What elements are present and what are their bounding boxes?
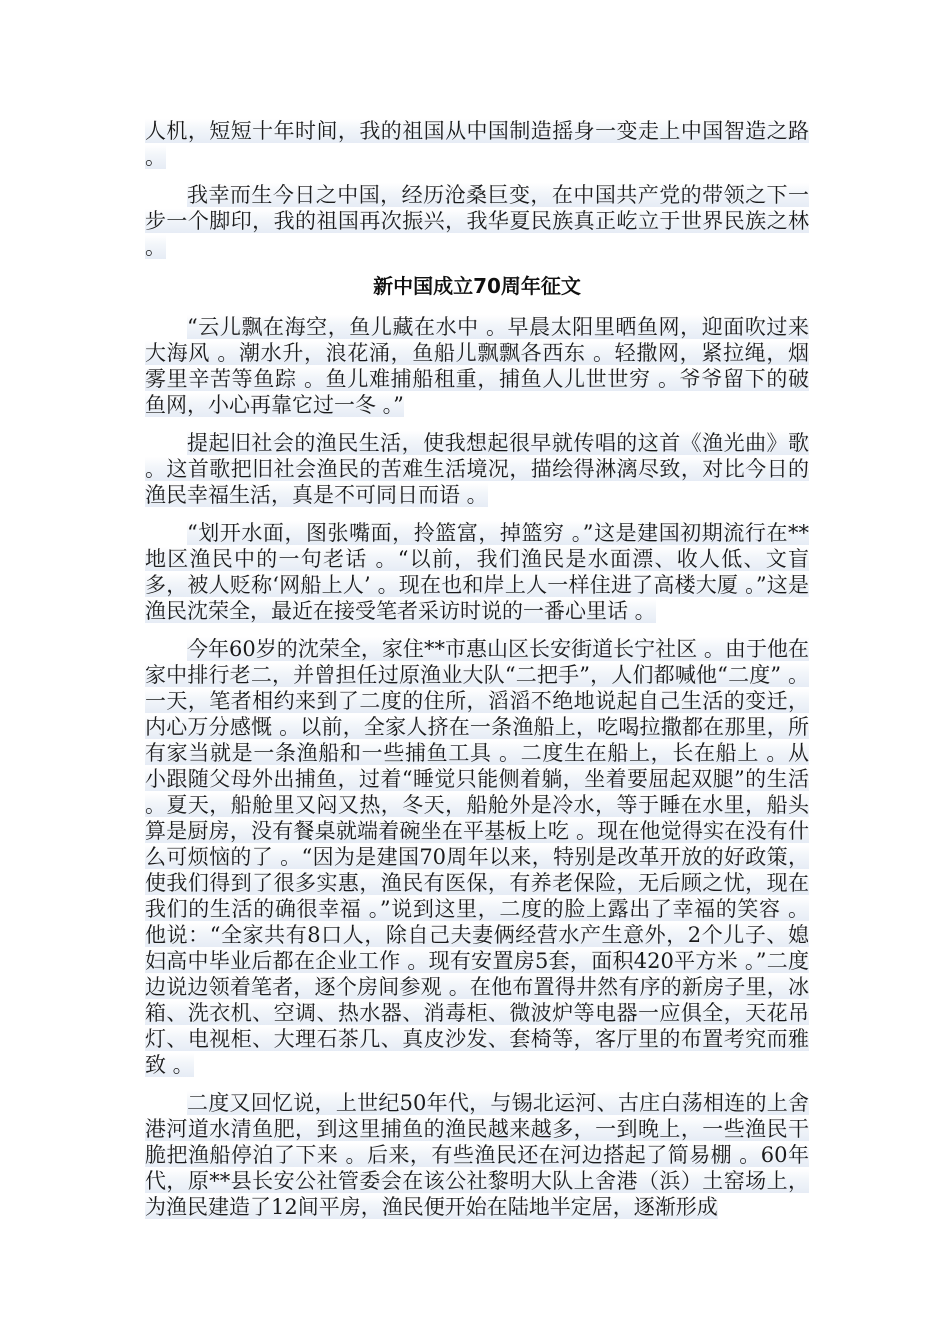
document-body <box>145 118 809 1232</box>
paragraph-5-text: “划开水面，图张嘴面，拎篮富，掉篮穷 。”这是建国初期流行在**地区渔民中的一句老话 。“以前，我们渔民是水面漂、收人低、文盲多，被人贬称‘网船上人’ 。现在也和岸上人一样住进了高楼大厦 。”这是渔民沈荣全，最近在接受笔者采访时说的一番心里话 。 <box>145 521 809 623</box>
paragraph-6 <box>145 636 809 1078</box>
essay-title: 新中国成立70周年征文 <box>373 274 581 298</box>
paragraph-5 <box>145 520 809 624</box>
paragraph-continued <box>145 118 809 170</box>
paragraph-3-text: “云儿飘在海空，鱼儿藏在水中 。早晨太阳里晒鱼网，迎面吹过来大海风 。潮水升，浪花涌，鱼船儿飘飘各西东 。轻撒网，紧拉绳，烟雾里辛苦等鱼踪 。鱼儿难捕船租重，捕鱼人儿世世穷 。爷爷留下的破鱼网，小心再靠它过一冬 。” <box>145 315 809 417</box>
paragraph-4-text: 提起旧社会的渔民生活，使我想起很早就传唱的这首《渔光曲》歌 。这首歌把旧社会渔民的苦难生活境况，描绘得淋漓尽致，对比今日的渔民幸福生活，真是不可同日而语 。 <box>145 431 809 507</box>
paragraph-2-text: 我幸而生今日之中国，经历沧桑巨变，在中国共产党的带领之下一步一个脚印，我的祖国再次振兴，我华夏民族真正屹立于世界民族之林 。 <box>145 183 809 259</box>
paragraph-2 <box>145 182 809 260</box>
paragraph-6-text: 今年60岁的沈荣全，家住**市惠山区长安街道长宁社区 。由于他在家中排行老二，并曾担任过原渔业大队“二把手”，人们都喊他“二度” 。一天，笔者相约来到了二度的住所，滔滔不绝地说起自己生活的变迁，内心万分感慨 。以前，全家人挤在一条渔船上，吃喝拉撒都在那里，所有家当就是一条渔船和一些捕鱼工具 。二度生在船上，长在船上 。从小跟随父母外出捕鱼，过着“睡觉只能侧着躺，坐着要屈起双腿”的生活 。夏天，船舱里又闷又热，冬天，船舱外是冷水，等于睡在水里，船头算是厨房，没有餐桌就端着碗坐在平基板上吃 。现在他觉得实在没有什么可烦恼的了 。“因为是建国70周年以来，特别是改革开放的好政策，使我们得到了很多实惠，渔民有医保，有养老保险，无后顾之忧，现在我们的生活的确很幸福 。”说到这里，二度的脸上露出了幸福的笑容 。他说：“全家共有8口人，除自己夫妻俩经营水产生意外，2个儿子、媳妇高中毕业后都在企业工作 。现有安置房5套，面积420平方米 。”二度边说边领着笔者，逐个房间参观 。在他布置得井然有序的新房子里，冰箱、洗衣机、空调、热水器、消毒柜、微波炉等电器一应俱全，天花吊灯、电视柜、大理石茶几、真皮沙发、套椅等，客厅里的布置考究而雅致 。 <box>145 637 809 1077</box>
paragraph-7-text: 二度又回忆说，上世纪50年代，与锡北运河、古庄白荡相连的上舍港河道水清鱼肥，到这里捕鱼的渔民越来越多，一到晚上，一些渔民干脆把渔船停泊了下来 。后来，有些渔民还在河边搭起了简易棚 。60年代，原**县长安公社管委会在该公社黎明大队上舍港（浜）土窑场上，为渔民建造了12间平房，渔民便开始在陆地半定居，逐渐形成 <box>145 1091 809 1219</box>
paragraph-4 <box>145 430 809 508</box>
paragraph-7 <box>145 1090 809 1220</box>
paragraph-3 <box>145 314 809 418</box>
paragraph-continued-text: 人机，短短十年时间，我的祖国从中国制造摇身一变走上中国智造之路 。 <box>145 119 809 169</box>
